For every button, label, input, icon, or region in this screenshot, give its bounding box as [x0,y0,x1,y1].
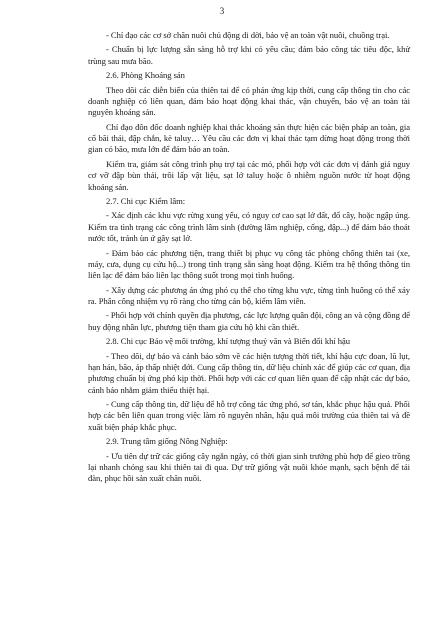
paragraph: - Xác định các khu vực rừng xung yếu, có nguy cơ cao sạt lở đất, đổ cây, hoặc ngập úng. Kiểm tra tình trạng các công trình lâm sinh (đường lâm nghiệp, cống, đập...) để đảm bảo thoát nước tốt, tránh ùn ứ gây sạt lở. [88,210,410,244]
paragraph: Theo dõi các diễn biến của thiên tai để có phản ứng kịp thời, cung cấp thông tin cho các doanh nghiệp có liên quan, đảm bảo hoạt động khai thác, vận chuyển, bảo vệ an toàn tài nguyên khoáng sản. [88,84,410,118]
document-body [88,30,410,488]
section-heading: 2.7. Chi cục Kiểm lâm: [106,195,186,206]
paragraph: - Cung cấp thông tin, dữ liệu để hỗ trợ công tác ứng phó, sơ tán, khắc phục hậu quả. Phối hợp các bên liên quan trong việc làm rõ nguyên nhân, hậu quả môi trường của thiên tai và đề xuất biện pháp khắc phục. [88,399,410,432]
paragraph: - Theo dõi, dự báo và cảnh báo sớm về các hiện tượng thời tiết, khí hậu cực đoan, lũ lụt, hạn hán, bão, áp thấp nhiệt đới. Cung cấp thông tin, dữ liệu chính xác để giúp các cơ quan, địa phương chuẩn bị ứng phó kịp thời. Phối hợp với các cơ quan liên quan để cập nhật các dự báo, cảnh báo nhằm giảm thiểu thiệt hại. [88,350,410,395]
paragraph: - Chuẩn bị lực lượng sẵn sàng hỗ trợ khi có yêu cầu; đảm bảo công tác tiêu độc, khử trùng sau mưa bão. [88,44,410,66]
section-heading: 2.8. Chi cục Bảo vệ môi trường, khí tượng thuỷ văn và Biến đổi khí hậu [106,336,351,347]
paragraph: - Đảm bảo các phương tiện, trang thiết bị phục vụ công tác phòng chống thiên tai (xe, máy, cưa, dụng cụ cứu hộ...) trong tình trạng sẵn sàng hoạt động. Kiểm tra hệ thống thông tin liên lạc để đảm bảo liên lạc thông suốt trong mọi tình huống. [88,247,410,281]
paragraph: - Chỉ đạo các cơ sở chăn nuôi chủ động di dời, bảo vệ an toàn vật nuôi, chuồng trại. [106,30,390,40]
section-heading: 2.9. Trung tâm giống Nông Nghiệp: [106,436,228,447]
paragraph: - Xây dựng các phương án ứng phó cụ thể cho từng khu vực, từng tình huống có thể xảy ra. Phân công nhiệm vụ rõ ràng cho từng cán bộ, kiểm lâm viên. [88,284,410,306]
paragraph: - Phối hợp với chính quyền địa phương, các lực lượng quân đội, công an và cộng đồng để huy động nhân lực, phương tiện tham gia cứu hộ khi cần thiết. [88,310,410,332]
paragraph: Kiểm tra, giám sát công trình phụ trợ tại các mỏ, phối hợp với các đơn vị đánh giá nguy cơ vỡ đập bùn thải, trôi lấp vật liệu, sạt lở taluy hoặc ô nhiễm nguồn nước từ hoạt động khoáng sản. [88,158,410,192]
section-heading: 2.6. Phòng Khoáng sản [106,70,185,81]
paragraph: - Ưu tiên dự trữ các giống cây ngắn ngày, có thời gian sinh trưởng phù hợp để gieo trồng lại nhanh chóng sau khi thiên tai đi qua. Dự trữ giống vật nuôi khỏe mạnh, sạch bệnh để tái đàn, phục hồi sản xuất chăn nuôi. [88,450,410,484]
page-number: 3 [219,6,225,16]
paragraph: Chỉ đạo đôn đốc doanh nghiệp khai thác khoáng sản thực hiện các biện pháp an toàn, gia cố bãi thải, đập chắn, kè taluy… Yêu cầu các đơn vị khai thác tạm dừng hoạt động trong thời gian có bão, mưa lớn để đảm bảo an toàn. [88,121,410,155]
